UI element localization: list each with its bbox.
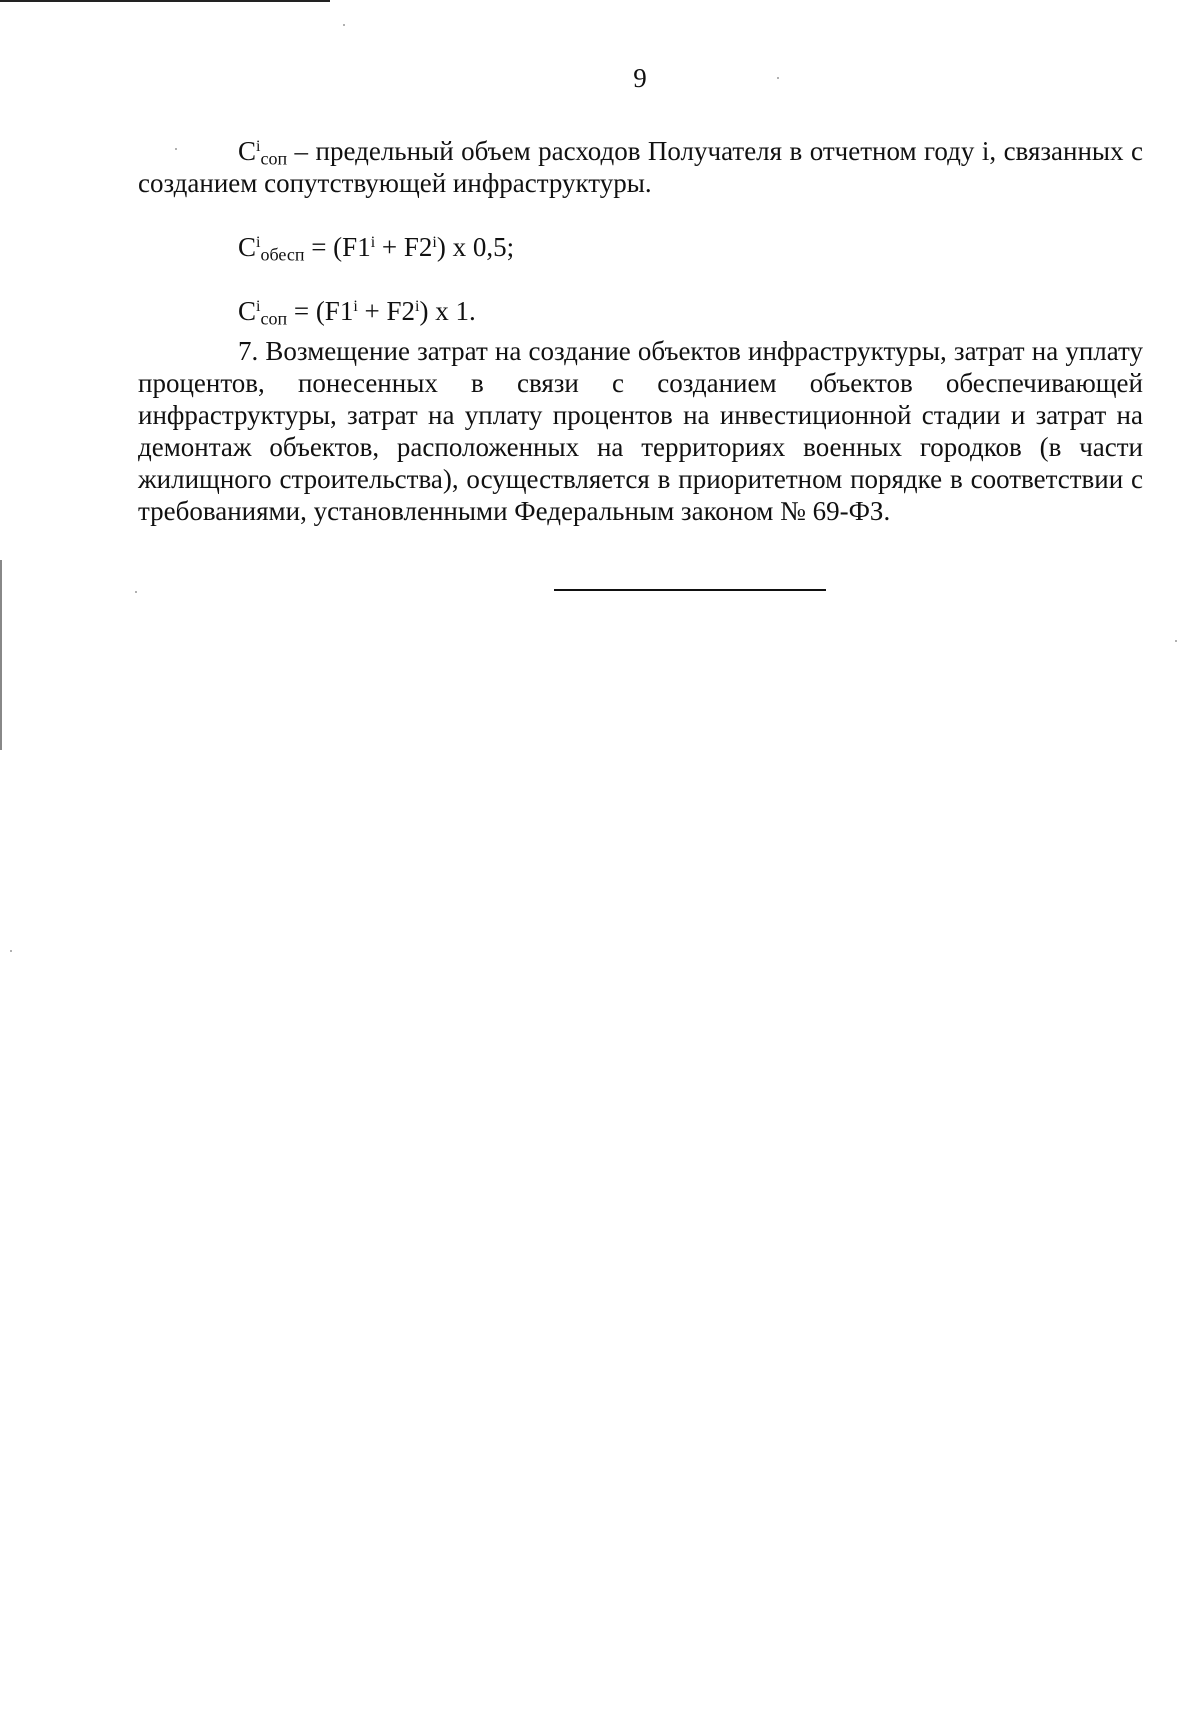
formula-sop xyxy=(238,295,476,327)
scan-speck xyxy=(343,24,345,26)
formula-sop-superscript: i xyxy=(256,298,261,316)
formula-sop-f1-sup: i xyxy=(353,298,358,316)
end-separator-line xyxy=(554,589,826,591)
scan-speck xyxy=(10,950,12,952)
formula-obesp-subscript: обесп xyxy=(260,244,305,265)
definition-symbol: C xyxy=(238,136,257,166)
formula-obesp-superscript: i xyxy=(256,234,261,252)
formula-sop-symbol: C xyxy=(238,296,257,326)
formula-obesp-f1-sup: i xyxy=(370,234,376,252)
formula-obesp-eq: = (F1 xyxy=(304,232,371,262)
formula-sop-f2-sup: i xyxy=(415,298,420,316)
formula-obesp-tail: ) x 0,5; xyxy=(436,232,515,262)
definition-subscript: соп xyxy=(260,148,288,169)
definition-paragraph xyxy=(138,135,1143,199)
formula-obesp-plus: + F2 xyxy=(375,232,433,262)
formula-sop-eq: = (F1 xyxy=(287,296,354,326)
scan-speck xyxy=(135,591,137,593)
formula-sop-subscript: соп xyxy=(260,308,288,329)
page-number: 9 xyxy=(633,63,647,93)
formula-sop-plus: + F2 xyxy=(357,296,416,326)
definition-text: – предельный объем расходов Получателя в отчетном году i, связанных с созданием сопутствующей инфраструктуры. xyxy=(138,136,1143,198)
formula-obesp-f2-sup: i xyxy=(432,234,437,252)
formula-obesp xyxy=(238,231,514,263)
definition-superscript: i xyxy=(256,138,261,156)
scan-speck xyxy=(1175,640,1177,642)
formula-obesp-symbol: C xyxy=(238,232,257,262)
scan-edge-left xyxy=(0,560,2,750)
paragraph-7: 7. Возмещение затрат на создание объектов инфраструктуры, затрат на уплату процентов, понесенных в связи с созданием объектов обеспечивающей инфраструктуры, затрат на уплату процентов на инвестиционной стадии и затрат на демонтаж объектов, расположенных на территориях военных городков (в части жилищного строительства), осуществляется в приоритетном порядке в соответствии с требованиями, установленными Федеральным законом № 69-ФЗ. xyxy=(138,336,1143,526)
scan-edge-top xyxy=(0,0,330,2)
formula-sop-tail: ) x 1. xyxy=(419,296,476,326)
